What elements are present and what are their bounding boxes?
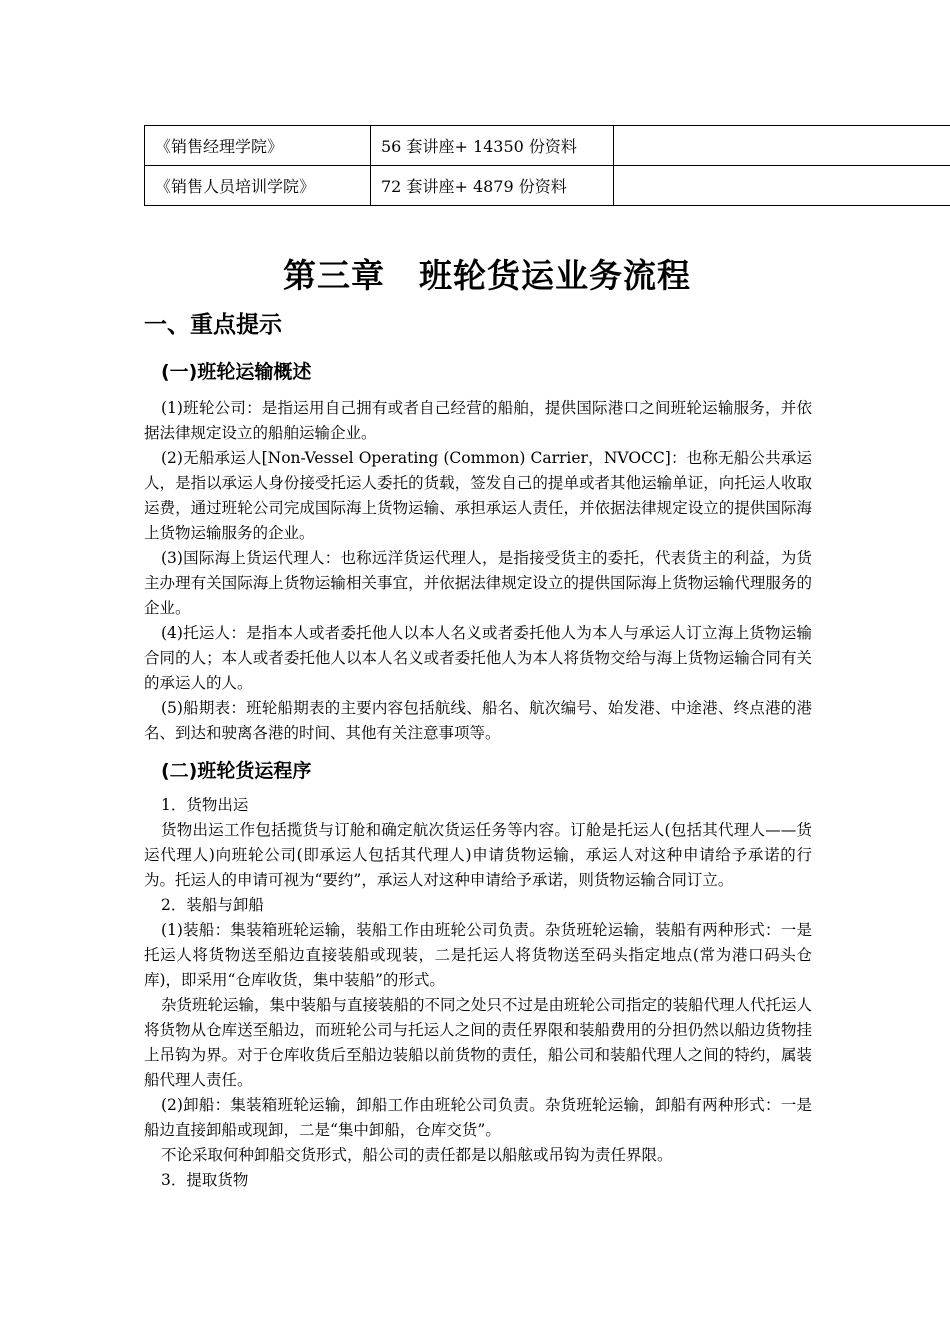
paragraph: 不论采取何种卸船交货形式，船公司的责任都是以船舷或吊钩为责任界限。 (161, 1146, 673, 1164)
paragraph: (3)国际海上货运代理人：也称远洋货运代理人，是指接受货主的委托，代表货主的利益，为货主办理有关国际海上货物运输相关事宜，并依据法律规定设立的提供国际海上货物运输代理服务的企业。 (144, 549, 812, 617)
table-cell: 《销售经理学院》 (145, 126, 371, 166)
subsection-heading: (二)班轮货运程序 (161, 760, 312, 782)
paragraph: (4)托运人：是指本人或者委托他人以本人名义或者委托他人为本人与承运人订立海上货物运输合同的人；本人或者委托他人以本人名义或者委托他人为本人将货物交给与海上货物运输合同有关的承运人的人。 (144, 624, 812, 692)
section-heading: 一、重点提示 (144, 311, 282, 338)
paragraph: (1)班轮公司：是指运用自己拥有或者自己经营的船舶，提供国际港口之间班轮运输服务，并依据法律规定设立的船舶运输企业。 (144, 399, 812, 442)
table-cell: 56 套讲座+ 14350 份资料 (371, 126, 614, 166)
resource-table (144, 125, 950, 206)
subsection-heading: (一)班轮运输概述 (161, 361, 312, 383)
table-row (145, 166, 950, 206)
paragraph: (1)装船：集装箱班轮运输，装船工作由班轮公司负责。杂货班轮运输，装船有两种形式：一是托运人将货物送至船边直接装船或现装，二是托运人将货物送至码头指定地点(常为港口码头仓库)，即采用“仓库收货，集中装船”的形式。 (144, 921, 812, 989)
paragraph: 杂货班轮运输，集中装船与直接装船的不同之处只不过是由班轮公司指定的装船代理人代托运人将货物从仓库送至船边，而班轮公司与托运人之间的责任界限和装船费用的分担仍然以船边货物挂上吊钩为界。对于仓库收货后至船边装船以前货物的责任，船公司和装船代理人之间的特约，属装船代理人责任。 (144, 996, 813, 1089)
table-row (145, 126, 950, 166)
table-cell (614, 126, 950, 166)
chapter-title: 第三章 班轮货运业务流程 (283, 256, 691, 295)
table-cell (614, 166, 950, 206)
paragraph: (5)船期表：班轮船期表的主要内容包括航线、船名、航次编号、始发港、中途港、终点港的港名、到达和驶离各港的时间、其他有关注意事项等。 (144, 699, 812, 742)
paragraph: 2．装船与卸船 (161, 896, 264, 914)
procedure-body (144, 793, 812, 1193)
paragraph: (2)无船承运人[Non-Vessel Operating (Common) Carrier，NVOCC]：也称无船公共承运人，是指以承运人身份接受托运人委托的货载，签发自己的提单或者其他运输单证，向托运人收取运费，通过班轮公司完成国际海上货物运输、承担承运人责任，并依据法律规定设立的提供国际海上货物运输服务的企业。 (144, 449, 812, 542)
table-cell: 《销售人员培训学院》 (145, 166, 371, 206)
paragraph: 3．提取货物 (161, 1171, 249, 1189)
overview-body (144, 396, 812, 746)
paragraph: 1．货物出运 (161, 796, 249, 814)
paragraph: 货物出运工作包括揽货与订舱和确定航次货运任务等内容。订舱是托运人(包括其代理人——货运代理人)向班轮公司(即承运人包括其代理人)申请货物运输，承运人对这种申请给予承诺的行为。托运人的申请可视为“要约”，承运人对这种申请给予承诺，则货物运输合同订立。 (144, 821, 812, 889)
table-cell: 72 套讲座+ 4879 份资料 (371, 166, 614, 206)
paragraph: (2)卸船：集装箱班轮运输，卸船工作由班轮公司负责。杂货班轮运输，卸船有两种形式：一是船边直接卸船或现卸，二是“集中卸船，仓库交货”。 (144, 1096, 812, 1139)
